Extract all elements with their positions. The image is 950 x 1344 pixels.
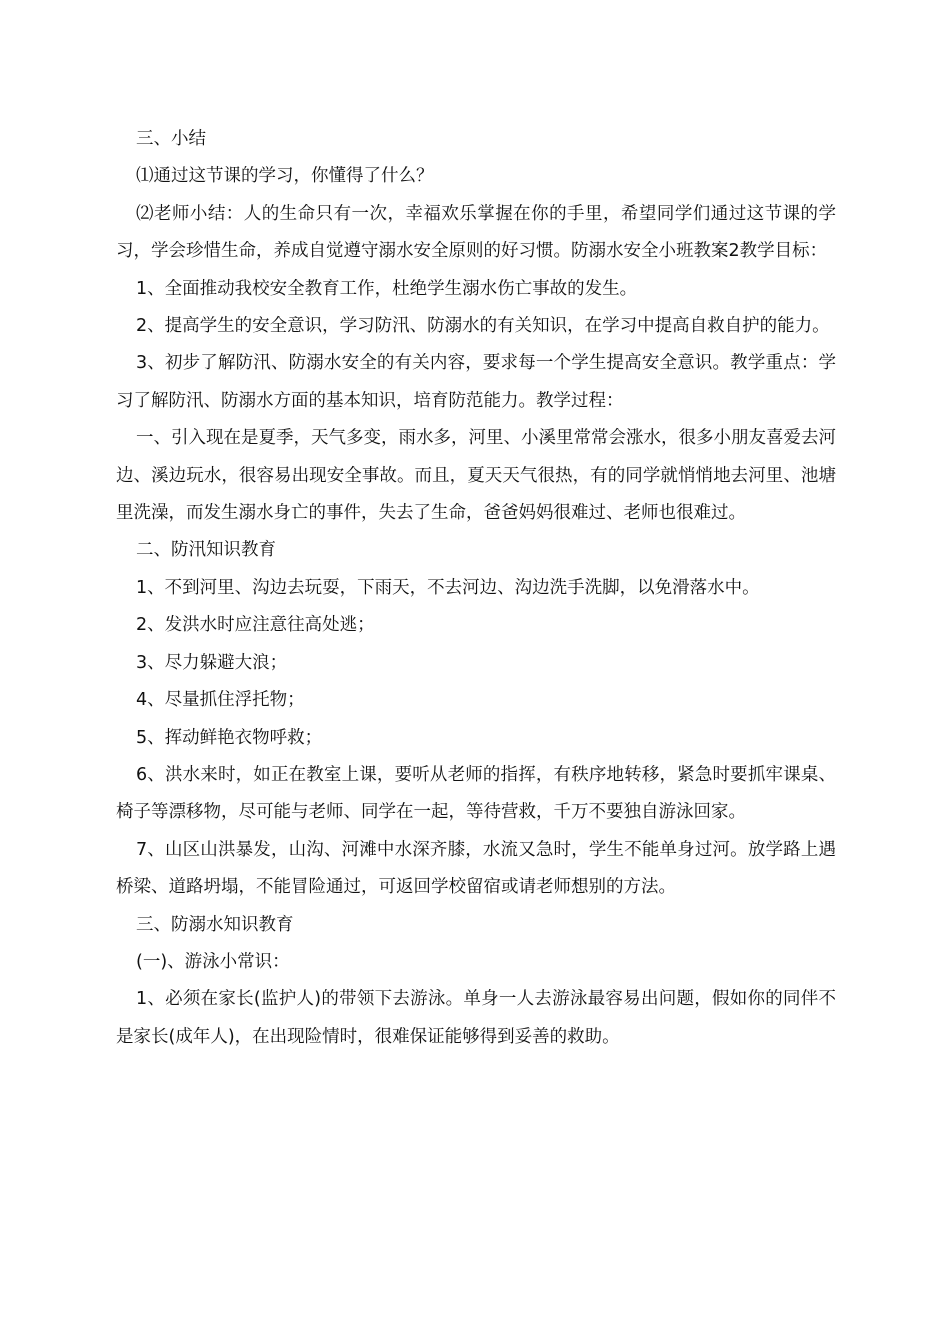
list-item: 6、洪水来时，如正在教室上课，要听从老师的指挥，有秩序地转移，紧急时要抓牢课桌、椅子等漂移物，尽可能与老师、同学在一起，等待营救，千万不要独自游泳回家。 [116, 764, 836, 823]
list-item: 3、尽力躲避大浪； [136, 652, 288, 673]
list-item: 1、不到河里、沟边去玩耍，下雨天，不去河边、沟边洗手洗脚，以免滑落水中。 [136, 577, 760, 598]
list-item: 5、挥动鲜艳衣物呼救； [136, 727, 323, 748]
list-item: 7、山区山洪暴发，山沟、河滩中水深齐膝，水流又急时，学生不能单身过河。放学路上遇桥梁、道路坍塌，不能冒险通过，可返回学校留宿或请老师想别的方法。 [116, 839, 836, 898]
section-heading-flood: 二、防汛知识教育 [136, 540, 276, 561]
subsection-heading: (一)、游泳小常识： [136, 951, 290, 972]
paragraph: 一、引入现在是夏季，天气多变，雨水多，河里、小溪里常常会涨水，很多小朋友喜爱去河边、溪边玩水，很容易出现安全事故。而且，夏天天气很热，有的同学就悄悄地去河里、池塘里洗澡，而发生溺水身亡的事件，失去了生命，爸爸妈妈很难过、老师也很难过。 [116, 428, 836, 524]
paragraph: ⑵老师小结：人的生命只有一次，幸福欢乐掌握在你的手里，希望同学们通过这节课的学习，学会珍惜生命，养成自觉遵守溺水安全原则的好习惯。防溺水安全小班教案2教学目标： [116, 203, 836, 262]
list-item: 1、全面推动我校安全教育工作，杜绝学生溺水伤亡事故的发生。 [136, 278, 638, 299]
document-body [116, 121, 836, 1056]
list-item: 4、尽量抓住浮托物； [136, 690, 305, 711]
paragraph: ⑴通过这节课的学习，你懂得了什么？ [136, 166, 434, 187]
list-item: 1、必须在家长(监护人)的带领下去游泳。单身一人去游泳最容易出问题，假如你的同伴不是家长(成年人)，在出现险情时，很难保证能够得到妥善的救助。 [116, 989, 836, 1047]
section-heading-summary: 三、小结 [136, 129, 206, 149]
list-item: 3、初步了解防汛、防溺水安全的有关内容，要求每一个学生提高安全意识。教学重点：学习了解防汛、防溺水方面的基本知识，培育防范能力。教学过程： [116, 353, 836, 411]
list-item: 2、提高学生的安全意识，学习防汛、防溺水的有关知识，在学习中提高自救自护的能力。 [136, 316, 830, 337]
section-heading-drowning: 三、防溺水知识教育 [136, 914, 294, 935]
list-item: 2、发洪水时应注意往高处逃； [136, 615, 375, 636]
